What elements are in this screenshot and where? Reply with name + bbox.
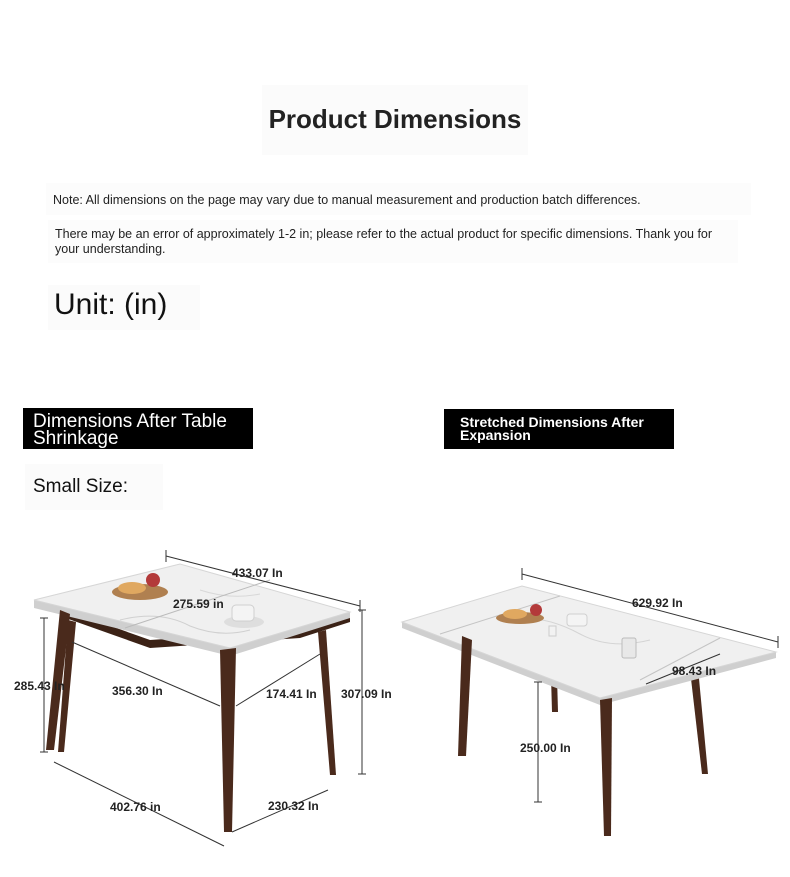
dim-inner-width: 174.41 In [266,687,317,701]
dim-base-width: 230.32 In [268,799,319,813]
dim-expanded-height: 250.00 In [520,741,571,755]
dim-top-width: 275.59 in [173,597,224,611]
expansion-label: Stretched Dimensions After Expansion [444,409,674,449]
dim-height: 285.43 In [14,679,65,693]
dim-extended-length: 629.92 In [632,596,683,610]
dim-base-length: 402.76 in [110,800,161,814]
note-text: Note: All dimensions on the page may vary due to manual measurement and production batch differences. [46,183,751,215]
expanded-table-illustration [402,568,778,836]
dim-total-height: 307.09 In [341,687,392,701]
unit-label: Unit: (in) [48,285,200,330]
table-diagrams [0,530,790,877]
dim-inner-length: 356.30 In [112,684,163,698]
page-title: Product Dimensions [262,85,528,155]
dim-leaf-length: 98.43 In [672,664,717,678]
small-size-label: Small Size: [25,464,163,510]
error-note-text: There may be an error of approximately 1-2 in; please refer to the actual product for specific dimensions. Thank you for your understanding. [48,220,738,263]
dim-top-length: 433.07 In [232,566,283,580]
shrinkage-label: Dimensions After Table Shrinkage [23,408,253,449]
